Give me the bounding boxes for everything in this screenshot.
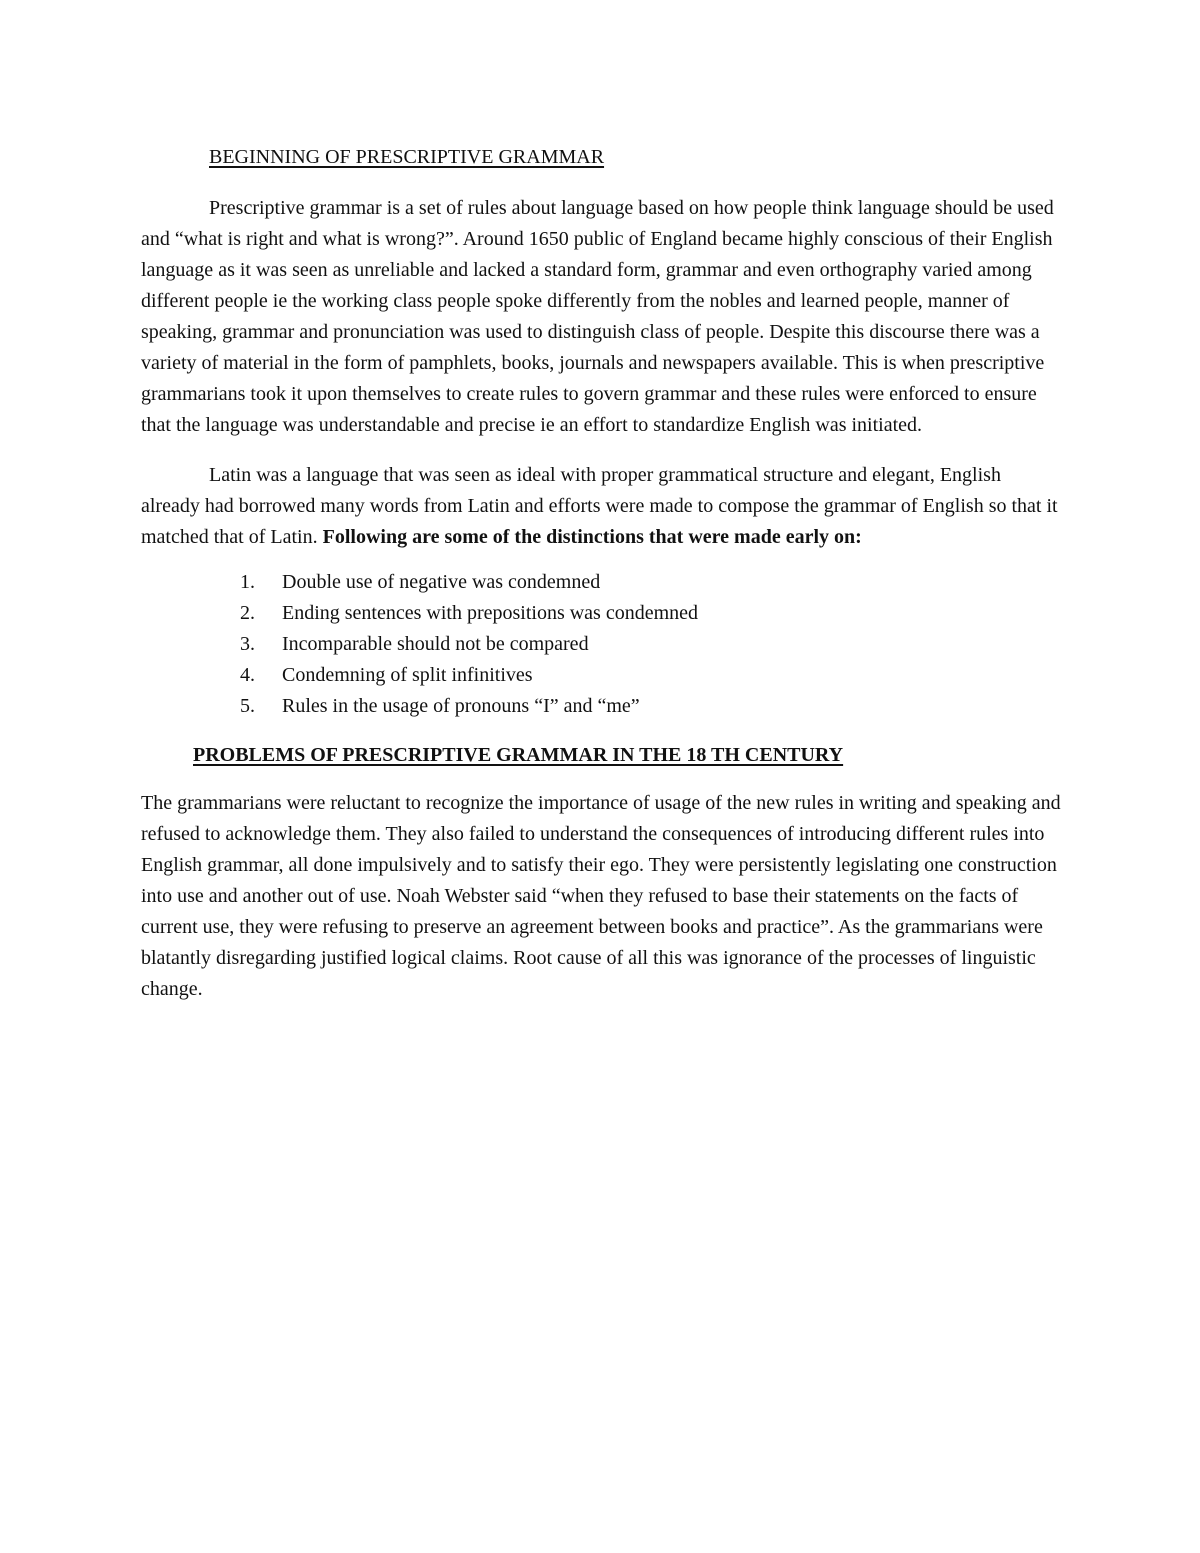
list-item-number: 3. xyxy=(240,633,255,655)
list-item-text: Incomparable should not be compared xyxy=(282,633,589,655)
paragraph-latin xyxy=(141,460,1061,553)
list-item-number: 4. xyxy=(240,664,255,686)
list-item xyxy=(240,598,1061,629)
list-item xyxy=(240,660,1061,691)
list-item-number: 1. xyxy=(240,571,255,593)
list-item xyxy=(240,567,1061,598)
paragraph-latin-text: Latin was a language that was seen as ideal with proper grammatical structure and elegant, English already had borrowed many words from Latin and efforts were made to compose the grammar of English so that it matched that of Latin. xyxy=(141,464,1058,548)
section-heading-problems: PROBLEMS OF PRESCRIPTIVE GRAMMAR IN THE 18 TH CENTURY xyxy=(193,744,844,766)
list-item-text: Ending sentences with prepositions was condemned xyxy=(282,602,699,624)
paragraph-latin-bold: Following are some of the distinctions that were made early on: xyxy=(322,526,862,548)
section-heading-beginning: BEGINNING OF PRESCRIPTIVE GRAMMAR xyxy=(209,146,605,168)
list-item xyxy=(240,691,1061,722)
paragraph-definition: Prescriptive grammar is a set of rules about language based on how people think language should be used and “what is right and what is wrong?”. Around 1650 public of England became highly conscious of their English language as it was seen as unreliable and lacked a standard form, grammar and even orthography varied among different people ie the working class people spoke differently from the nobles and learned people, manner of speaking, grammar and pronunciation was used to distinguish class of people. Despite this discourse there was a variety of material in the form of pamphlets, books, journals and newspapers available. This is when prescriptive grammarians took it upon themselves to create rules to govern grammar and these rules were enforced to ensure that the language was understandable and precise ie an effort to standardize English was initiated. xyxy=(141,197,1054,436)
list-item-text: Condemning of split infinitives xyxy=(282,664,533,686)
list-item-number: 2. xyxy=(240,602,255,624)
distinctions-list xyxy=(141,567,1061,722)
list-item xyxy=(240,629,1061,660)
list-item-text: Rules in the usage of pronouns “I” and “me” xyxy=(282,695,640,717)
paragraph-problems: The grammarians were reluctant to recognize the importance of usage of the new rules in writing and speaking and refused to acknowledge them. They also failed to understand the consequences of introducing different rules into English grammar, all done impulsively and to satisfy their ego. They were persistently legislating one construction into use and another out of use. Noah Webster said “when they refused to base their statements on the facts of current use, they were refusing to preserve an agreement between books and practice”. As the grammarians were blatantly disregarding justified logical claims. Root cause of all this was ignorance of the processes of linguistic change. xyxy=(141,792,1061,1000)
list-item-number: 5. xyxy=(240,695,255,717)
list-item-text: Double use of negative was condemned xyxy=(282,571,601,593)
document-body xyxy=(141,142,1061,1005)
